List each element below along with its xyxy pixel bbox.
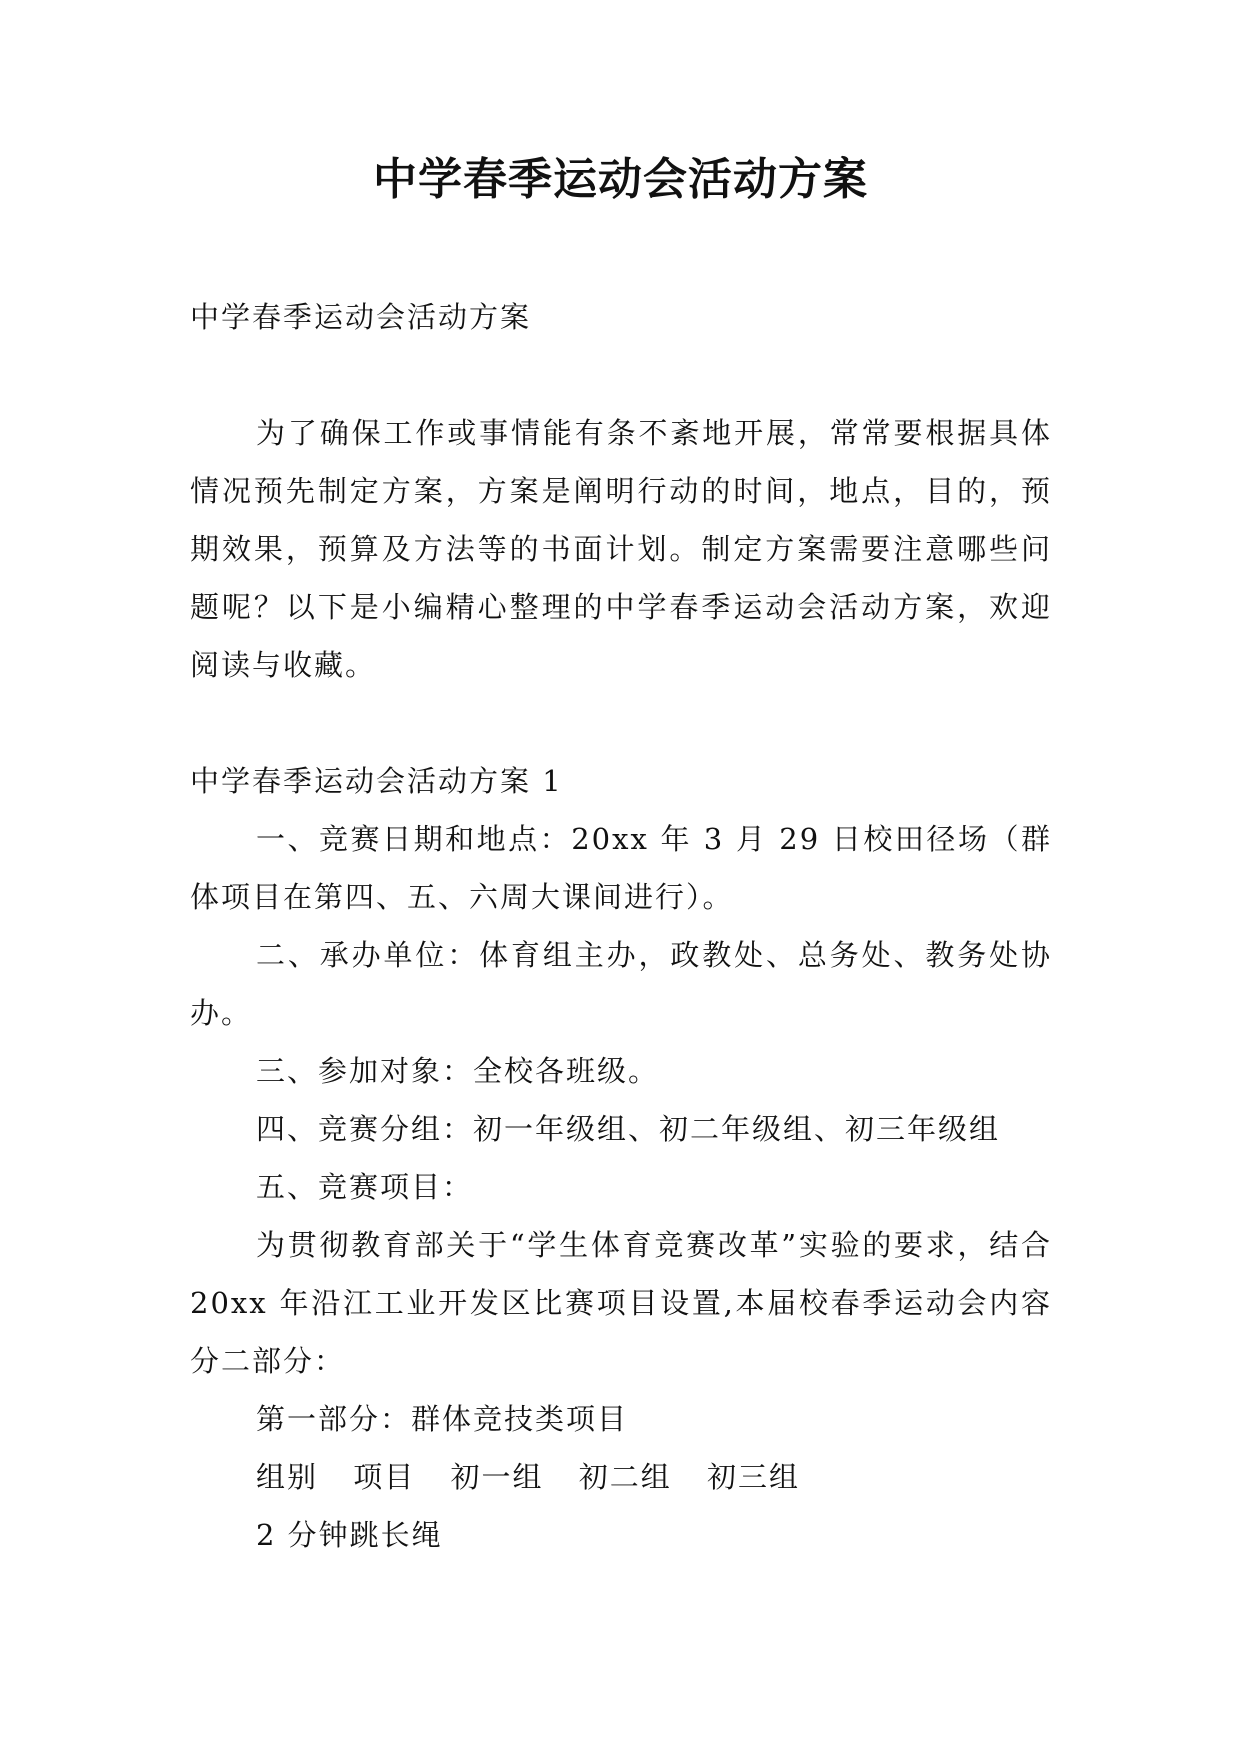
document-subtitle: 中学春季运动会活动方案 (190, 300, 532, 334)
item-participants: 三、参加对象：全校各班级。 (256, 1054, 660, 1088)
table-header-cell: 项目 (353, 1460, 416, 1494)
table-header-cell: 初一组 (450, 1460, 544, 1494)
document-body (190, 288, 1052, 1564)
item-groups: 四、竞赛分组：初一年级组、初二年级组、初三年级组 (256, 1112, 1001, 1146)
event-item: 2 分钟跳长绳 (256, 1518, 443, 1552)
document-title: 中学春季运动会活动方案 (373, 154, 868, 205)
table-header-cell: 组别 (256, 1460, 319, 1494)
table-header-cell: 初二组 (578, 1460, 672, 1494)
table-header-row (190, 1448, 1052, 1506)
table-header-cell: 初三组 (706, 1460, 800, 1494)
intro-paragraph: 为了确保工作或事情能有条不紊地开展，常常要根据具体情况预先制定方案，方案是阐明行动的时间，地点，目的，预期效果，预算及方法等的书面计划。制定方案需要注意哪些问题呢？以下是小编精心整理的中学春季运动会活动方案，欢迎阅读与收藏。 (190, 416, 1052, 682)
part-one-heading: 第一部分：群体竞技类项目 (256, 1402, 629, 1436)
item-events: 五、竞赛项目： (256, 1170, 474, 1204)
item-organizer: 二、承办单位：体育组主办，政教处、总务处、教务处协办。 (190, 938, 1052, 1030)
section-heading: 中学春季运动会活动方案 1 (190, 764, 563, 798)
item-date-location: 一、竞赛日期和地点：20xx 年 3 月 29 日校田径场（群体项目在第四、五、六周大课间进行）。 (190, 822, 1052, 914)
reform-paragraph: 为贯彻教育部关于“学生体育竞赛改革”实验的要求，结合 20xx 年沿江工业开发区比赛项目设置,本届校春季运动会内容分二部分： (190, 1228, 1052, 1378)
